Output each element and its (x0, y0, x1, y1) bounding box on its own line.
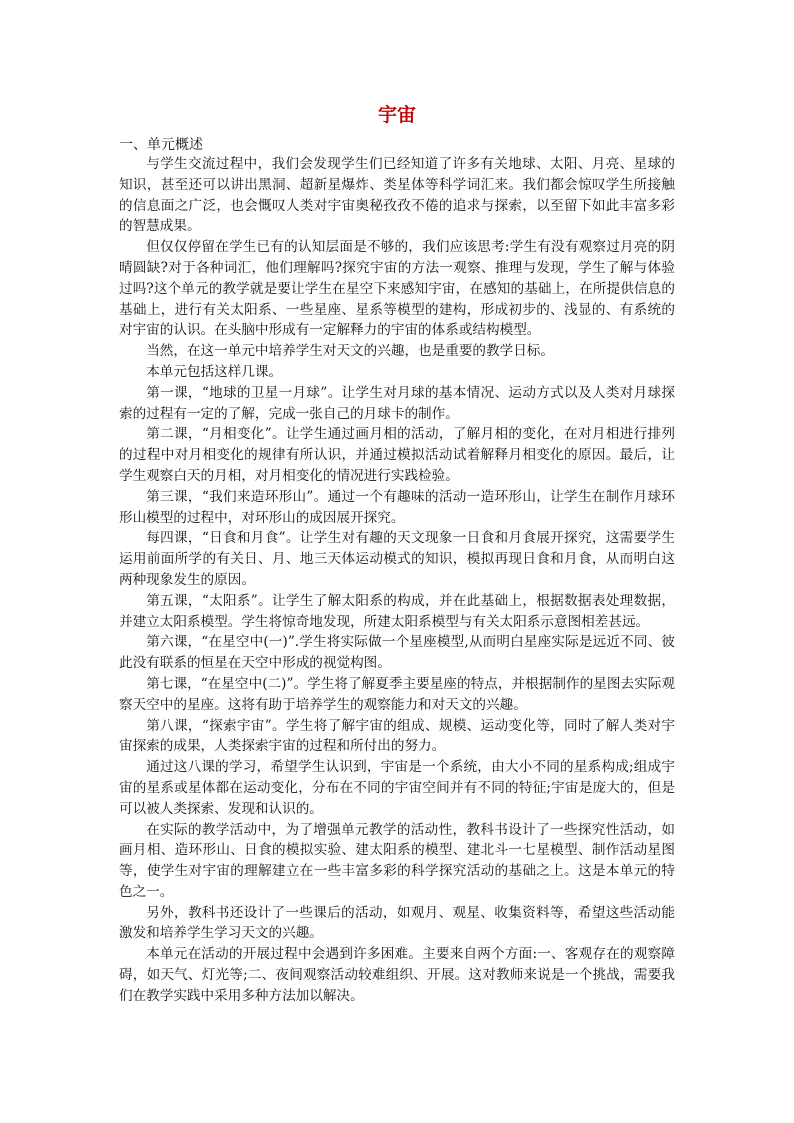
paragraph-lesson-8: 第八课，“探索宇宙”。学生将了解宇宙的组成、规模、运动变化等，同时了解人类对宇宙探索的成果，人类探索宇宙的过程和所付出的努力。 (119, 717, 675, 755)
paragraph-activities: 在实际的教学活动中，为了增强单元教学的活动性，教科书设计了一些探究性活动，如画月相、造环形山、日食的模拟实验、建太阳系的模型、建北斗一七星模型、制作活动星图等，使学生对宇宙的理解建立在一些丰富多彩的科学探究活动的基础之上。这是本单元的特色之一。 (119, 821, 675, 900)
paragraph-lesson-3: 第三课，“我们来造环形山”。通过一个有趣味的活动一造环形山，让学生在制作月球环形山模型的过程中，对环形山的成因展开探究。 (119, 488, 675, 526)
paragraph-lesson-6: 第六课，“在星空中(一)”.学生将实际做一个星座模型,从而明白星座实际是远近不同、彼此没有联系的恒星在天空中形成的视觉构图。 (119, 634, 675, 672)
paragraph-4: 本单元包括这样几课。 (146, 363, 283, 380)
paragraph-lesson-7: 第七课，“在星空中(二)”。学生将了解夏季主要星座的特点，并根据制作的星图去实际观察天空中的星座。这将有助于培养学生的观察能力和对天文的兴趣。 (119, 675, 675, 713)
paragraph-2: 但仅仅停留在学生已有的认知层面是不够的，我们应该思考:学生有没有观察过月亮的阴晴圆缺?对于各种词汇，他们理解吗?探究宇宙的方法一观察、推理与发现，学生了解与体验过吗?这个单元的教学就是要让学生在星空下来感知宇宙，在感知的基础上，在所提供信息的基础上，进行有关太阳系、一些星座、星系等模型的建构，形成初步的、浅显的、有系统的对宇宙的认识。在头脑中形成有一定解释力的宇宙的体系或结构模型。 (119, 239, 675, 339)
paragraph-lesson-4: 每四课，“日食和月食”。让学生对有趣的天文现象一日食和月食展开探究，这需要学生运用前面所学的有关日、月、地三天体运动模式的知识，模拟再现日食和月食，从而明白这两种现象发生的原因。 (119, 530, 675, 588)
document-page (119, 100, 675, 1007)
paragraph-3: 当然，在这一单元中培养学生对天文的兴趣，也是重要的教学日标。 (146, 343, 554, 360)
section-heading: 一、单元概述 (119, 137, 203, 153)
paragraph-lesson-1: 第一课，“地球的卫星一月球”。让学生对月球的基本情况、运动方式以及人类对月球探索的过程有一定的了解，完成一张自己的月球卡的制作。 (119, 384, 675, 422)
document-title: 宇宙 (377, 104, 416, 126)
paragraph-summary: 通过这八课的学习，希望学生认识到，宇宙是一个系统，由大小不同的星系构成;组成宇宙的星系或星体都在运动变化，分布在不同的宇宙空间并有不同的特征;宇宙是庞大的，但是可以被人类探索、发现和认识的。 (119, 759, 675, 817)
paragraph-extra-activities: 另外，教科书还设计了一些课后的活动，如观月、观星、收集资料等，希望这些活动能激发和培养学生学习天文的兴趣。 (119, 904, 675, 942)
paragraph-lesson-5: 第五课，“太阳系”。让学生了解太阳系的构成，并在此基础上，根据数据表处理数据，并建立太阳系模型。学生将惊奇地发现，所建太阳系模型与有关太阳系示意图相差甚远。 (119, 592, 675, 630)
paragraph-1: 与学生交流过程中，我们会发现学生们已经知道了许多有关地球、太阳、月亮、星球的知识，甚至还可以讲出黑洞、超新星爆炸、类星体等科学词汇来。我们都会惊叹学生所接触的信息面之广泛，也会慨叹人类对宇宙奥秘孜孜不倦的追求与探索，以至留下如此丰富多彩的智慧成果。 (119, 156, 675, 235)
paragraph-lesson-2: 第二课，“月相变化”。让学生通过画月相的活动，了解月相的变化，在对月相进行排列的过程中对月相变化的规律有所认识，并通过模拟活动试着解释月相变化的原因。最后，让学生观察白天的月相，对月相变化的情况进行实践检验。 (119, 426, 675, 484)
paragraph-difficulties: 本单元在活动的开展过程中会遇到许多困难。主要来自两个方面:一、客观存在的观察障碍，如天气、灯光等;二、夜间观察活动较难组织、开展。这对教师来说是一个挑战，需要我们在教学实践中采用多种方法加以解决。 (119, 946, 675, 1004)
